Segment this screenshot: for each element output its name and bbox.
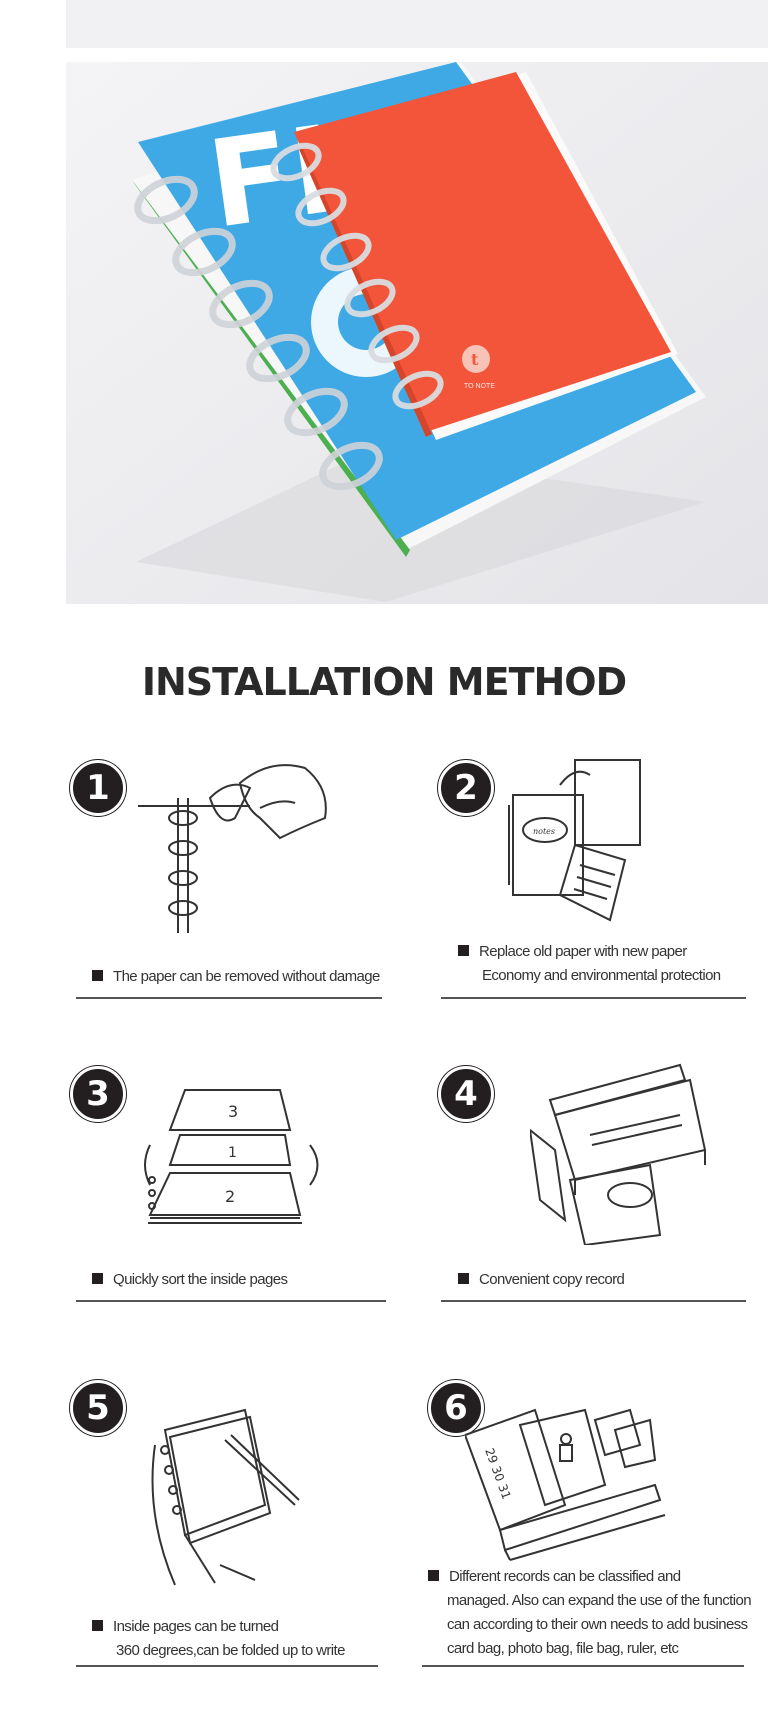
step-caption-6 [428,1565,751,1661]
notebook-photo-illustration [66,62,768,604]
accessories-illustration [465,1405,675,1565]
sheet-label-bottom: 2 [225,1187,236,1206]
caption-line: Economy and environmental protection [482,967,721,984]
replace-paper-illustration [505,755,665,925]
divider-rule [422,1665,744,1667]
copier-illustration [530,1060,730,1245]
step-caption-5 [92,1615,345,1663]
caption-line: Different records can be classified and [449,1568,681,1585]
step-number-4: 4 [438,1066,494,1122]
caption-line: The paper can be removed without damage [113,968,380,985]
divider-rule [441,997,746,999]
cover-logo-text: TO NOTE [464,383,495,390]
caption-line: 360 degrees,can be folded up to write [116,1642,345,1659]
step-number-6: 6 [428,1380,484,1436]
bullet-marker [92,1620,103,1631]
bullet-marker [458,945,469,956]
sort-pages-illustration [140,1085,340,1250]
bullet-marker [92,970,103,981]
sheet-label-mid: 1 [228,1145,237,1161]
caption-line: can according to their own needs to add business [447,1616,748,1633]
divider-rule [76,1300,386,1302]
caption-line: Inside pages can be turned [113,1618,279,1635]
step-number-1: 1 [70,760,126,816]
bullet-marker [92,1273,103,1284]
step-number-2: 2 [438,760,494,816]
svg-text:notes: notes [533,827,556,836]
svg-text:t: t [471,350,479,369]
sheet-label-top: 3 [228,1102,239,1121]
caption-line: Quickly sort the inside pages [113,1271,288,1288]
ring-binder-illustration [130,758,350,938]
divider-rule [76,1665,378,1667]
caption-line: Convenient copy record [479,1271,625,1288]
step-caption-4 [458,1268,624,1292]
divider-rule [441,1300,746,1302]
bullet-marker [428,1570,439,1581]
step-caption-1 [92,965,380,989]
previous-image-strip [66,0,768,48]
product-photo [66,62,768,604]
notebook-pen-illustration [145,1405,305,1590]
caption-line: managed. Also can expand the use of the function [447,1592,751,1609]
bullet-marker [458,1273,469,1284]
caption-line: card bag, photo bag, file bag, ruler, etc [447,1640,679,1657]
calendar-numbers: 29 30 31 [482,1446,514,1502]
step-caption-2 [458,940,721,988]
step-number-3: 3 [70,1066,126,1122]
section-heading: INSTALLATION METHOD [141,660,627,704]
step-caption-3 [92,1268,287,1292]
step-number-5: 5 [70,1380,126,1436]
caption-line: Replace old paper with new paper [479,943,687,960]
divider-rule [76,997,382,999]
